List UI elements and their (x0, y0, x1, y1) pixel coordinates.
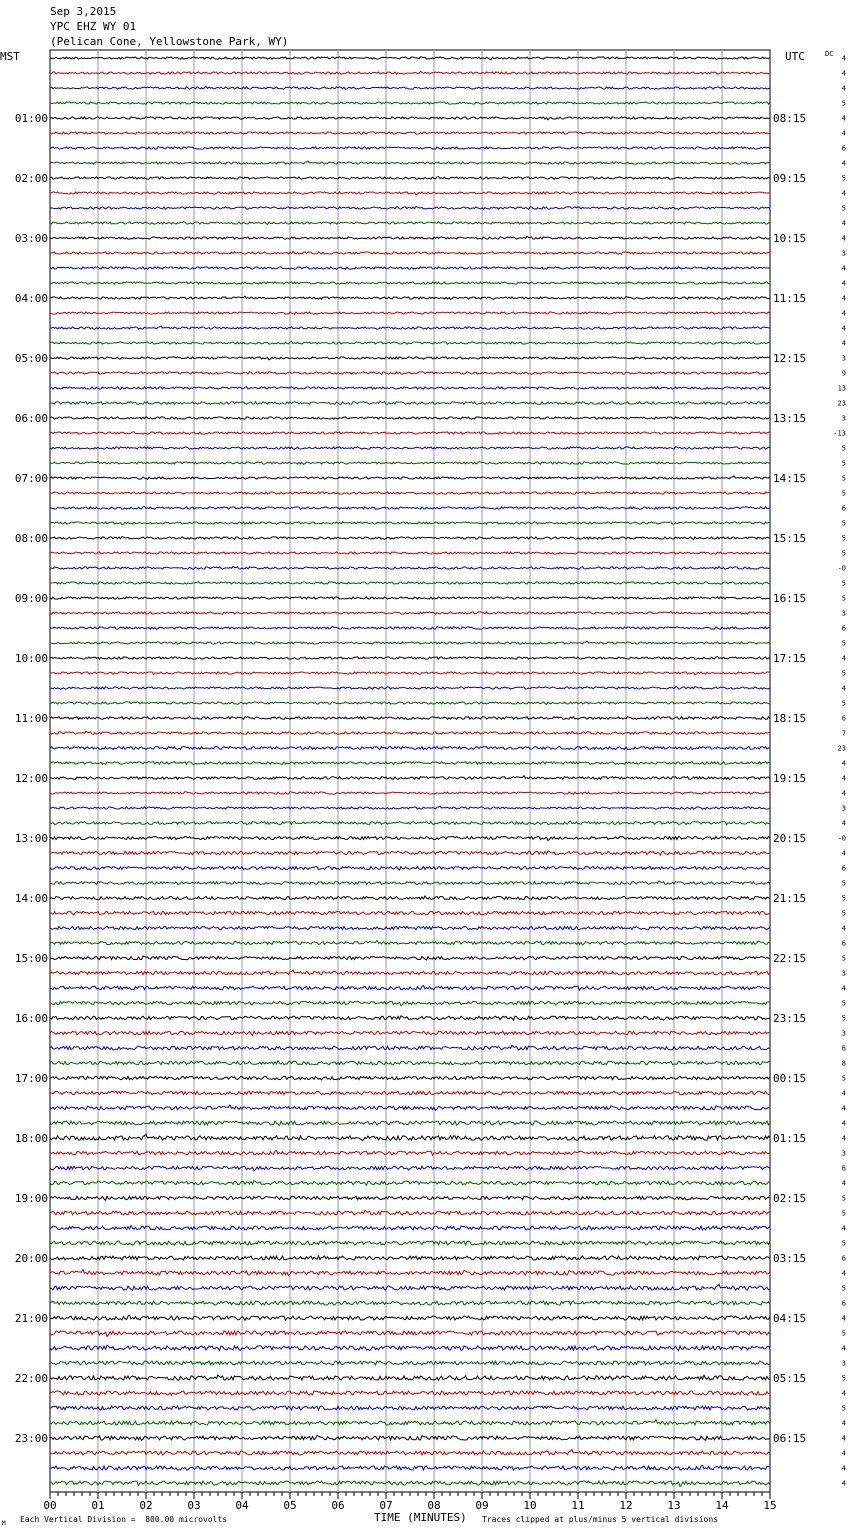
trace-1 (50, 57, 770, 60)
right-hour-label: 05:15 (773, 1372, 807, 1385)
dc-value-69: 5 (841, 1074, 846, 1083)
trace-70 (50, 1091, 770, 1095)
dc-value-6: 4 (841, 129, 846, 138)
dc-value-60: 6 (841, 939, 846, 948)
trace-75 (50, 1166, 770, 1171)
trace-65 (50, 1016, 770, 1020)
left-hour-label: 06:00 (14, 412, 48, 425)
dc-value-43: 4 (841, 684, 846, 693)
trace-78 (50, 1210, 770, 1215)
left-hour-label: 03:00 (14, 232, 48, 245)
trace-77 (50, 1196, 770, 1200)
trace-93 (50, 1435, 770, 1440)
dc-value-75: 6 (841, 1164, 846, 1173)
dc-value-82: 4 (841, 1269, 846, 1278)
trace-22 (50, 372, 770, 375)
trace-58 (50, 911, 770, 915)
trace-25 (50, 417, 770, 420)
dc-value-63: 4 (841, 984, 846, 993)
right-hour-label: 18:15 (773, 712, 807, 725)
dc-value-33: 5 (841, 534, 846, 543)
right-hour-label: 12:15 (773, 352, 807, 365)
dc-value-80: 5 (841, 1239, 846, 1248)
dc-value-46: 7 (841, 729, 846, 738)
x-axis-title: TIME (MINUTES) (374, 1511, 467, 1524)
trace-45 (50, 717, 770, 720)
dc-value-50: 4 (841, 789, 846, 798)
trace-86 (50, 1331, 770, 1337)
dc-value-71: 4 (841, 1104, 846, 1113)
trace-83 (50, 1284, 770, 1290)
dc-value-22: 9 (841, 369, 846, 378)
trace-49 (50, 776, 770, 780)
trace-80 (50, 1241, 770, 1245)
dc-value-8: 4 (841, 159, 846, 168)
header-station: YPC EHZ WY 01 (50, 20, 137, 33)
dc-column-label: DC (825, 50, 834, 58)
dc-value-16: 4 (841, 279, 846, 288)
dc-value-77: 5 (841, 1194, 846, 1203)
trace-42 (50, 672, 770, 675)
trace-5 (50, 117, 770, 120)
dc-value-83: 5 (841, 1284, 846, 1293)
dc-value-21: 3 (841, 354, 846, 363)
trace-52 (50, 821, 770, 825)
trace-28 (50, 461, 770, 464)
trace-56 (50, 881, 770, 885)
trace-53 (50, 836, 770, 840)
right-hour-label: 20:15 (773, 832, 807, 845)
trace-89 (50, 1375, 770, 1380)
dc-value-27: 5 (841, 444, 846, 453)
trace-11 (50, 207, 770, 210)
dc-value-34: 5 (841, 549, 846, 558)
dc-value-1: 4 (841, 54, 846, 63)
trace-43 (50, 687, 770, 690)
header-location: (Pelican Cone, Yellowstone Park, WY) (50, 35, 289, 48)
left-hour-label: 09:00 (14, 592, 48, 605)
left-hour-label: 08:00 (14, 532, 48, 545)
dc-value-39: 6 (841, 624, 846, 633)
x-tick-label: 01 (91, 1499, 105, 1512)
trace-90 (50, 1391, 770, 1395)
dc-value-26: -13 (833, 429, 846, 438)
dc-value-35: -0 (837, 564, 846, 573)
trace-62 (50, 970, 770, 975)
x-tick-label: 15 (763, 1499, 777, 1512)
dc-value-3: 4 (841, 84, 846, 93)
left-hour-label: 16:00 (14, 1012, 48, 1025)
dc-value-52: 4 (841, 819, 846, 828)
trace-41 (50, 656, 770, 659)
trace-73 (50, 1134, 770, 1140)
left-hour-label: 04:00 (14, 292, 48, 305)
left-hour-label: 11:00 (14, 712, 48, 725)
x-tick-label: 04 (235, 1499, 249, 1512)
dc-value-72: 4 (841, 1119, 846, 1128)
x-tick-label: 05 (283, 1499, 297, 1512)
trace-31 (50, 506, 770, 509)
dc-value-88: 3 (841, 1359, 846, 1368)
left-hour-label: 07:00 (14, 472, 48, 485)
trace-37 (50, 597, 770, 599)
dc-value-19: 4 (841, 324, 846, 333)
x-tick-label: 11 (571, 1499, 585, 1512)
trace-88 (50, 1361, 770, 1365)
dc-value-29: 5 (841, 474, 846, 483)
right-hour-label: 06:15 (773, 1432, 807, 1445)
trace-23 (50, 387, 770, 390)
dc-value-49: 4 (841, 774, 846, 783)
trace-26 (50, 432, 770, 434)
dc-value-65: 5 (841, 1014, 846, 1023)
dc-value-93: 4 (841, 1434, 846, 1443)
dc-value-78: 5 (841, 1209, 846, 1218)
left-hour-label: 23:00 (14, 1432, 48, 1445)
dc-value-67: 6 (841, 1044, 846, 1053)
dc-value-90: 4 (841, 1389, 846, 1398)
right-hour-label: 00:15 (773, 1072, 807, 1085)
dc-value-20: 4 (841, 339, 846, 348)
right-hour-label: 21:15 (773, 892, 807, 905)
trace-21 (50, 357, 770, 360)
dc-value-87: 4 (841, 1344, 846, 1353)
trace-63 (50, 986, 770, 991)
right-hour-label: 03:15 (773, 1252, 807, 1265)
trace-60 (50, 940, 770, 945)
right-hour-label: 14:15 (773, 472, 807, 485)
trace-64 (50, 1001, 770, 1005)
left-hour-label: 17:00 (14, 1072, 48, 1085)
left-timezone-label: MST (0, 50, 20, 63)
trace-2 (50, 71, 770, 74)
right-hour-label: 15:15 (773, 532, 807, 545)
right-hour-label: 13:15 (773, 412, 807, 425)
trace-40 (50, 641, 770, 644)
right-hour-label: 01:15 (773, 1132, 807, 1145)
trace-32 (50, 522, 770, 525)
dc-value-73: 4 (841, 1134, 846, 1143)
dc-value-45: 6 (841, 714, 846, 723)
dc-value-42: 5 (841, 669, 846, 678)
trace-85 (50, 1315, 770, 1320)
trace-39 (50, 627, 770, 630)
trace-55 (50, 866, 770, 870)
dc-value-9: 5 (841, 174, 846, 183)
trace-72 (50, 1121, 770, 1126)
trace-54 (50, 851, 770, 855)
left-hour-label: 14:00 (14, 892, 48, 905)
corner-mark: M (2, 1520, 6, 1527)
trace-9 (50, 176, 770, 179)
dc-value-5: 4 (841, 114, 846, 123)
x-tick-label: 08 (427, 1499, 441, 1512)
trace-34 (50, 552, 770, 554)
dc-value-38: 3 (841, 609, 846, 618)
trace-50 (50, 792, 770, 795)
right-hour-label: 22:15 (773, 952, 807, 965)
trace-74 (50, 1151, 770, 1156)
dc-value-95: 4 (841, 1464, 846, 1473)
trace-87 (50, 1345, 770, 1350)
dc-value-74: 3 (841, 1149, 846, 1158)
trace-92 (50, 1420, 770, 1425)
trace-38 (50, 611, 770, 614)
trace-15 (50, 267, 770, 269)
trace-35 (50, 566, 770, 569)
dc-value-12: 4 (841, 219, 846, 228)
dc-value-64: 5 (841, 999, 846, 1008)
left-hour-label: 15:00 (14, 952, 48, 965)
trace-27 (50, 447, 770, 449)
trace-29 (50, 476, 770, 479)
dc-value-81: 6 (841, 1254, 846, 1263)
trace-95 (50, 1465, 770, 1470)
x-tick-label: 02 (139, 1499, 153, 1512)
trace-67 (50, 1045, 770, 1050)
x-tick-label: 12 (619, 1499, 633, 1512)
trace-57 (50, 896, 770, 900)
left-hour-label: 12:00 (14, 772, 48, 785)
trace-24 (50, 401, 770, 404)
dc-value-86: 5 (841, 1329, 846, 1338)
x-tick-label: 07 (379, 1499, 393, 1512)
dc-value-53: -0 (837, 834, 846, 843)
dc-value-18: 4 (841, 309, 846, 318)
dc-value-76: 4 (841, 1179, 846, 1188)
dc-value-2: 4 (841, 69, 846, 78)
x-tick-label: 09 (475, 1499, 489, 1512)
trace-46 (50, 731, 770, 734)
left-hour-label: 22:00 (14, 1372, 48, 1385)
trace-44 (50, 702, 770, 705)
dc-value-25: 3 (841, 414, 846, 423)
left-hour-label: 20:00 (14, 1252, 48, 1265)
x-tick-label: 00 (43, 1499, 57, 1512)
dc-value-57: 5 (841, 894, 846, 903)
left-hour-label: 19:00 (14, 1192, 48, 1205)
left-hour-label: 05:00 (14, 352, 48, 365)
dc-value-68: 8 (841, 1059, 846, 1068)
trace-14 (50, 252, 770, 255)
dc-value-66: 3 (841, 1029, 846, 1038)
trace-68 (50, 1061, 770, 1065)
trace-3 (50, 86, 770, 89)
dc-value-96: 4 (841, 1479, 846, 1488)
dc-value-91: 5 (841, 1404, 846, 1413)
dc-value-94: 4 (841, 1449, 846, 1458)
dc-value-85: 4 (841, 1314, 846, 1323)
header-date: Sep 3,2015 (50, 5, 117, 18)
dc-value-47: 23 (837, 744, 846, 753)
dc-value-37: 5 (841, 594, 846, 603)
trace-82 (50, 1270, 770, 1276)
dc-value-79: 4 (841, 1224, 846, 1233)
trace-81 (50, 1256, 770, 1260)
trace-69 (50, 1076, 770, 1080)
trace-17 (50, 296, 770, 299)
dc-value-70: 4 (841, 1089, 846, 1098)
right-hour-label: 17:15 (773, 652, 807, 665)
dc-value-55: 6 (841, 864, 846, 873)
x-tick-label: 10 (523, 1499, 537, 1512)
dc-value-28: 5 (841, 459, 846, 468)
trace-33 (50, 537, 770, 540)
trace-76 (50, 1181, 770, 1185)
trace-84 (50, 1301, 770, 1305)
dc-value-56: 5 (841, 879, 846, 888)
trace-59 (50, 926, 770, 929)
right-hour-label: 19:15 (773, 772, 807, 785)
x-tick-label: 13 (667, 1499, 681, 1512)
trace-20 (50, 341, 770, 344)
trace-51 (50, 806, 770, 809)
scale-note: Each Vertical Division = 800.00 microvolts (20, 1515, 228, 1524)
trace-94 (50, 1449, 770, 1454)
dc-value-17: 4 (841, 294, 846, 303)
trace-18 (50, 312, 770, 314)
dc-value-62: 3 (841, 969, 846, 978)
right-hour-label: 23:15 (773, 1012, 807, 1025)
right-timezone-label: UTC (785, 50, 805, 63)
trace-47 (50, 747, 770, 750)
dc-value-31: 6 (841, 504, 846, 513)
dc-value-23: 13 (837, 384, 846, 393)
dc-value-59: 4 (841, 924, 846, 933)
right-hour-label: 10:15 (773, 232, 807, 245)
right-hour-label: 11:15 (773, 292, 807, 305)
clip-note: Traces clipped at plus/minus 5 vertical divisions (482, 1515, 719, 1524)
trace-19 (50, 326, 770, 329)
dc-value-92: 4 (841, 1419, 846, 1428)
dc-value-54: 4 (841, 849, 846, 858)
right-hour-label: 09:15 (773, 172, 807, 185)
dc-value-61: 5 (841, 954, 846, 963)
dc-value-44: 5 (841, 699, 846, 708)
trace-10 (50, 192, 770, 195)
dc-value-36: 5 (841, 579, 846, 588)
trace-66 (50, 1031, 770, 1035)
dc-value-7: 6 (841, 144, 846, 153)
x-tick-label: 14 (715, 1499, 729, 1512)
dc-value-4: 5 (841, 99, 846, 108)
trace-6 (50, 132, 770, 135)
trace-8 (50, 161, 770, 164)
dc-value-11: 5 (841, 204, 846, 213)
dc-value-41: 4 (841, 654, 846, 663)
trace-7 (50, 147, 770, 150)
trace-48 (50, 762, 770, 765)
right-hour-label: 04:15 (773, 1312, 807, 1325)
right-hour-label: 16:15 (773, 592, 807, 605)
trace-71 (50, 1105, 770, 1110)
trace-91 (50, 1406, 770, 1410)
trace-4 (50, 102, 770, 104)
x-tick-label: 06 (331, 1499, 345, 1512)
left-hour-label: 21:00 (14, 1312, 48, 1325)
dc-value-40: 5 (841, 639, 846, 648)
trace-79 (50, 1226, 770, 1230)
trace-96 (50, 1481, 770, 1486)
dc-value-58: 5 (841, 909, 846, 918)
dc-value-24: 23 (837, 399, 846, 408)
dc-value-14: 3 (841, 249, 846, 258)
x-tick-label: 03 (187, 1499, 201, 1512)
right-hour-label: 02:15 (773, 1192, 807, 1205)
trace-61 (50, 956, 770, 960)
left-hour-label: 13:00 (14, 832, 48, 845)
dc-value-51: 3 (841, 804, 846, 813)
trace-36 (50, 582, 770, 584)
right-hour-label: 08:15 (773, 112, 807, 125)
trace-30 (50, 492, 770, 494)
left-hour-label: 18:00 (14, 1132, 48, 1145)
dc-value-10: 4 (841, 189, 846, 198)
trace-12 (50, 222, 770, 225)
dc-value-89: 5 (841, 1374, 846, 1383)
dc-value-48: 4 (841, 759, 846, 768)
dc-value-13: 4 (841, 234, 846, 243)
left-hour-label: 01:00 (14, 112, 48, 125)
dc-value-32: 5 (841, 519, 846, 528)
dc-value-84: 6 (841, 1299, 846, 1308)
dc-value-30: 5 (841, 489, 846, 498)
trace-13 (50, 236, 770, 239)
left-hour-label: 02:00 (14, 172, 48, 185)
left-hour-label: 10:00 (14, 652, 48, 665)
trace-16 (50, 282, 770, 284)
dc-value-15: 4 (841, 264, 846, 273)
